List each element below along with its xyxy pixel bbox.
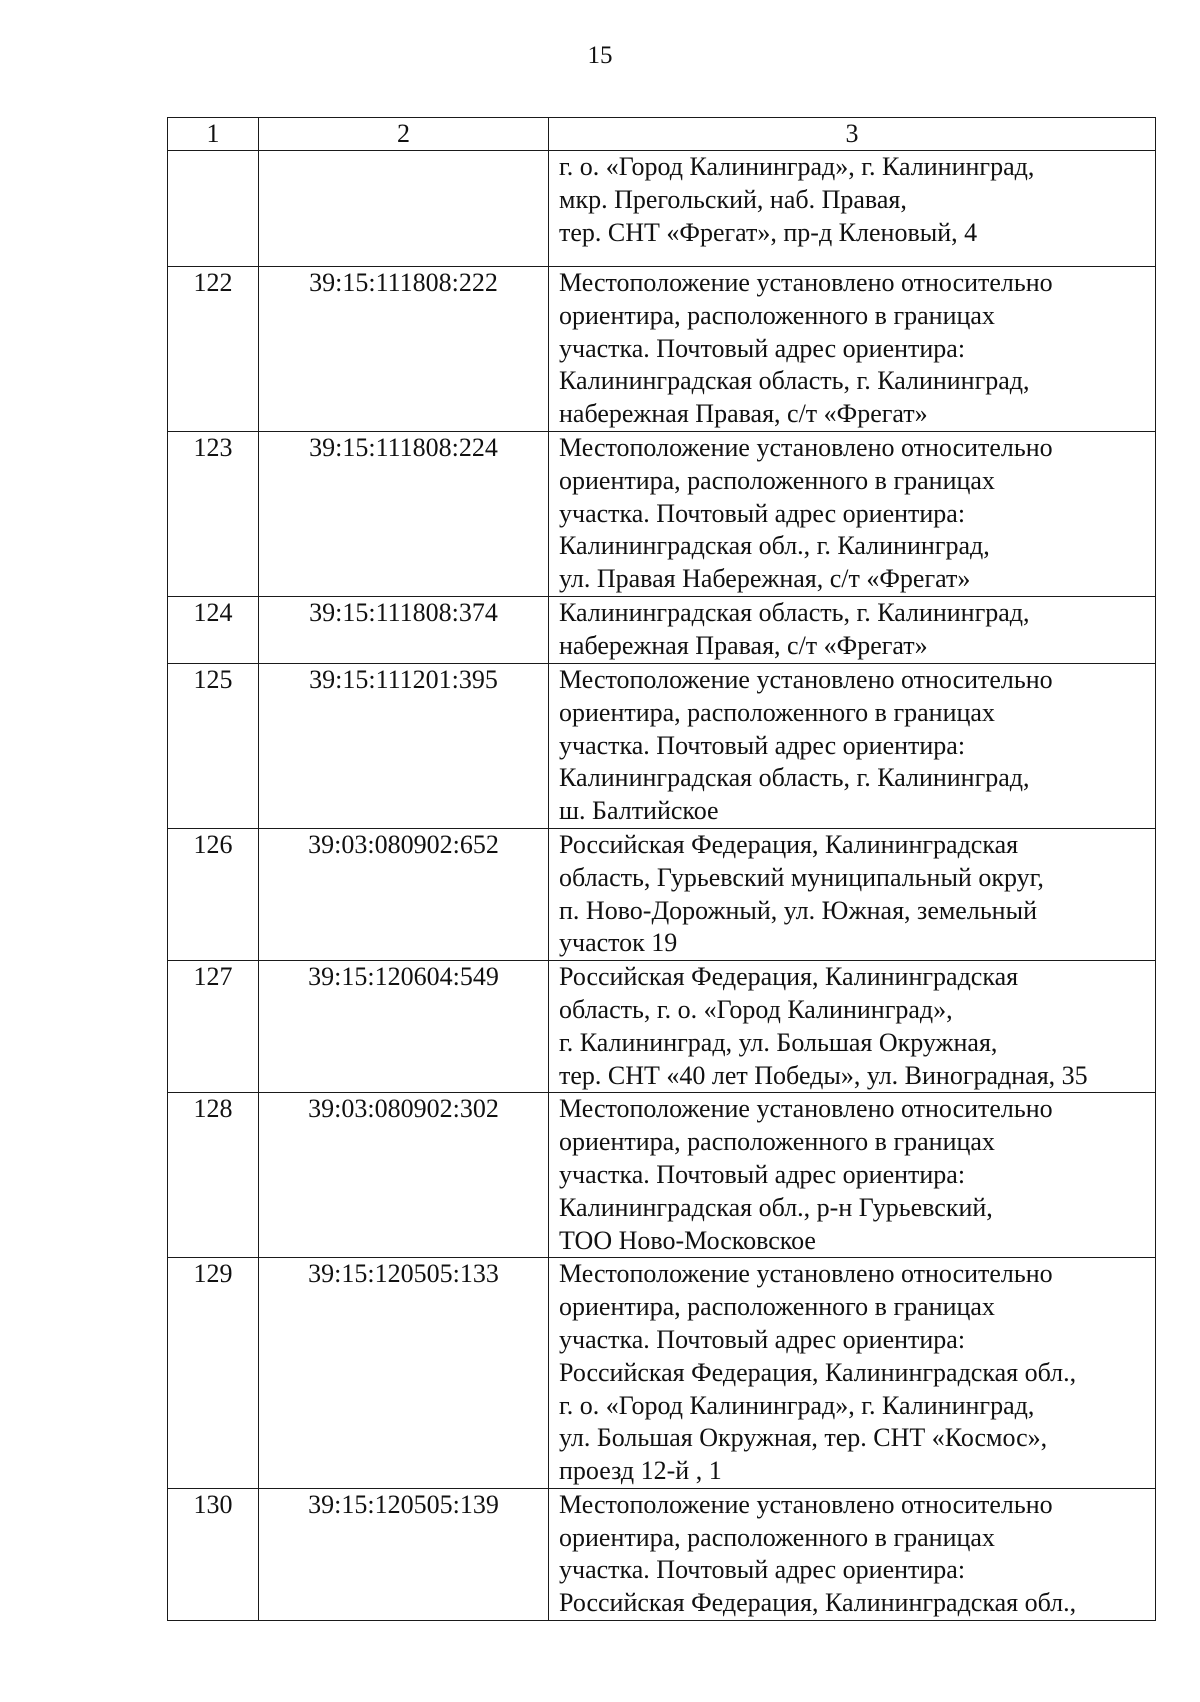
row-number: 129 <box>168 1258 259 1489</box>
cadastral-number: 39:03:080902:302 <box>259 1093 549 1258</box>
row-number: 127 <box>168 961 259 1093</box>
row-number: 130 <box>168 1488 259 1620</box>
table-row <box>168 267 1156 432</box>
address: Российская Федерация, Калининградская область, г. о. «Город Калининград», г. Калининград, ул. Большая Окружная, тер. СНТ «40 лет Победы», ул. Виноградная, 35 <box>549 961 1156 1093</box>
cadastral-number: 39:03:080902:652 <box>259 828 549 960</box>
table-row <box>168 828 1156 960</box>
land-plot-table <box>167 117 1156 1621</box>
address: Калининградская область, г. Калининград, набережная Правая, с/т «Фрегат» <box>549 596 1156 663</box>
cadastral-number: 39:15:111808:224 <box>259 431 549 596</box>
address: Российская Федерация, Калининградская область, Гурьевский муниципальный округ, п. Ново-Дорожный, ул. Южная, земельный участок 19 <box>549 828 1156 960</box>
row-number: 123 <box>168 431 259 596</box>
table-row <box>168 1258 1156 1489</box>
table-row <box>168 1488 1156 1620</box>
row-number: 126 <box>168 828 259 960</box>
column-header-number: 1 <box>168 118 259 151</box>
address: Местоположение установлено относительно ориентира, расположенного в границах участка. Почтовый адрес ориентира: Калининградская область, г. Калининград, ш. Балтийское <box>549 663 1156 828</box>
table-row <box>168 596 1156 663</box>
row-number <box>168 151 259 267</box>
row-number: 124 <box>168 596 259 663</box>
address: Местоположение установлено относительно ориентира, расположенного в границах участка. Почтовый адрес ориентира: Российская Федерация, Калининградская обл., <box>549 1488 1156 1620</box>
cadastral-number: 39:15:111808:374 <box>259 596 549 663</box>
cadastral-number: 39:15:120505:133 <box>259 1258 549 1489</box>
table-row <box>168 151 1156 267</box>
page-number: 15 <box>587 42 613 69</box>
cadastral-number: 39:15:111201:395 <box>259 663 549 828</box>
column-header-address: 3 <box>549 118 1156 151</box>
row-number: 128 <box>168 1093 259 1258</box>
table-row <box>168 961 1156 1093</box>
table-header-row <box>168 118 1156 151</box>
address: Местоположение установлено относительно ориентира, расположенного в границах участка. Почтовый адрес ориентира: Калининградская обл., г. Калининград, ул. Правая Набережная, с/т «Фрегат» <box>549 431 1156 596</box>
cadastral-number: 39:15:120505:139 <box>259 1488 549 1620</box>
row-number: 122 <box>168 267 259 432</box>
table-row <box>168 663 1156 828</box>
address: г. о. «Город Калининград», г. Калининград, мкр. Прегольский, наб. Правая, тер. СНТ «Фрегат», пр-д Кленовый, 4 <box>549 151 1156 267</box>
cadastral-number <box>259 151 549 267</box>
address: Местоположение установлено относительно ориентира, расположенного в границах участка. Почтовый адрес ориентира: Российская Федерация, Калининградская обл., г. о. «Город Калининград», г. Калининград, ул. Большая Окружная, тер. СНТ «Космос», проезд 12-й , 1 <box>549 1258 1156 1489</box>
cadastral-number: 39:15:111808:222 <box>259 267 549 432</box>
table-row <box>168 431 1156 596</box>
address: Местоположение установлено относительно ориентира, расположенного в границах участка. Почтовый адрес ориентира: Калининградская обл., р-н Гурьевский, ТОО Ново-Московское <box>549 1093 1156 1258</box>
row-number: 125 <box>168 663 259 828</box>
table-row <box>168 1093 1156 1258</box>
column-header-cadastral: 2 <box>259 118 549 151</box>
cadastral-number: 39:15:120604:549 <box>259 961 549 1093</box>
address: Местоположение установлено относительно ориентира, расположенного в границах участка. Почтовый адрес ориентира: Калининградская область, г. Калининград, набережная Правая, с/т «Фрегат» <box>549 267 1156 432</box>
